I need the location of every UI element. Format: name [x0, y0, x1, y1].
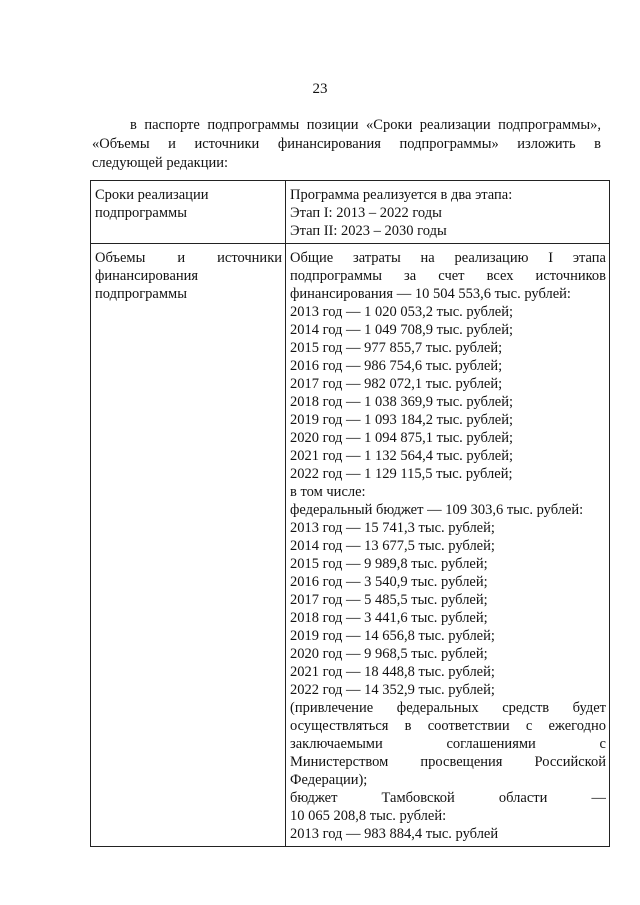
- value-line: бюджет Тамбовской области —: [290, 790, 606, 806]
- value-line: Программа реализуется в два этапа:: [290, 187, 513, 203]
- value-line: 2018 год — 3 441,6 тыс. рублей;: [290, 610, 488, 626]
- value-line: 2021 год — 1 132 564,4 тыс. рублей;: [290, 448, 514, 464]
- value-line: 2022 год — 14 352,9 тыс. рублей;: [290, 682, 495, 698]
- value-line: 2016 год — 3 540,9 тыс. рублей;: [290, 574, 488, 590]
- value-line: 2020 год — 9 968,5 тыс. рублей;: [290, 646, 488, 662]
- row-value-cell: [286, 181, 610, 244]
- label-line: подпрограммы: [95, 205, 187, 221]
- value-line: 10 065 208,8 тыс. рублей:: [290, 808, 447, 824]
- value-line: 2013 год — 15 741,3 тыс. рублей;: [290, 520, 495, 536]
- value-line: 2019 год — 14 656,8 тыс. рублей;: [290, 628, 495, 644]
- value-line: Этап I: 2013 – 2022 годы: [290, 205, 442, 221]
- table-row-implementation-period: [91, 181, 610, 244]
- value-line: 2021 год — 18 448,8 тыс. рублей;: [290, 664, 495, 680]
- value-line: 2014 год — 13 677,5 тыс. рублей;: [290, 538, 495, 554]
- value-line: федеральный бюджет — 109 303,6 тыс. рублей:: [290, 502, 584, 518]
- row-label-cell: [91, 181, 286, 244]
- label-line: Сроки реализации: [95, 187, 209, 203]
- value-line: Федерации);: [290, 772, 368, 788]
- value-line: финансирования — 10 504 553,6 тыс. рублей:: [290, 286, 571, 302]
- value-line: 2013 год — 983 884,4 тыс. рублей: [290, 826, 499, 842]
- value-line: 2019 год — 1 093 184,2 тыс. рублей;: [290, 412, 514, 428]
- row-label-cell: [91, 244, 286, 847]
- page-number: 23: [312, 81, 328, 97]
- value-line: Общие затраты на реализацию I этапа: [290, 250, 606, 266]
- value-line: 2014 год — 1 049 708,9 тыс. рублей;: [290, 322, 514, 338]
- intro-line: «Объемы и источники финансирования подпрограммы» изложить в: [92, 136, 601, 152]
- value-line: заключаемыми соглашениями с: [290, 736, 606, 752]
- value-line: (привлечение федеральных средств будет: [290, 700, 606, 716]
- value-line: 2015 год — 977 855,7 тыс. рублей;: [290, 340, 503, 356]
- passport-table: [90, 180, 610, 847]
- intro-line: в паспорте подпрограммы позиции «Сроки реализации подпрограммы»,: [130, 117, 601, 133]
- value-line: 2015 год — 9 989,8 тыс. рублей;: [290, 556, 488, 572]
- value-line: 2016 год — 986 754,6 тыс. рублей;: [290, 358, 503, 374]
- label-line: подпрограммы: [95, 286, 187, 302]
- value-line: 2017 год — 982 072,1 тыс. рублей;: [290, 376, 503, 392]
- table-row-financing: [91, 244, 610, 847]
- value-line: 2017 год — 5 485,5 тыс. рублей;: [290, 592, 488, 608]
- value-line: 2013 год — 1 020 053,2 тыс. рублей;: [290, 304, 514, 320]
- intro-paragraph: [92, 116, 601, 173]
- value-line: 2018 год — 1 038 369,9 тыс. рублей;: [290, 394, 514, 410]
- value-line: Министерством просвещения Российской: [290, 754, 606, 770]
- intro-line: следующей редакции:: [92, 155, 229, 171]
- value-line: подпрограммы за счет всех источников: [290, 268, 606, 284]
- value-line: осуществляться в соответствии с ежегодно: [290, 718, 606, 734]
- row-value-cell: [286, 244, 610, 847]
- label-line: Объемы и источники: [95, 250, 282, 266]
- value-line: 2022 год — 1 129 115,5 тыс. рублей;: [290, 466, 513, 482]
- label-line: финансирования: [95, 268, 199, 284]
- value-line: Этап II: 2023 – 2030 годы: [290, 223, 447, 239]
- value-line: в том числе:: [290, 484, 366, 500]
- value-line: 2020 год — 1 094 875,1 тыс. рублей;: [290, 430, 514, 446]
